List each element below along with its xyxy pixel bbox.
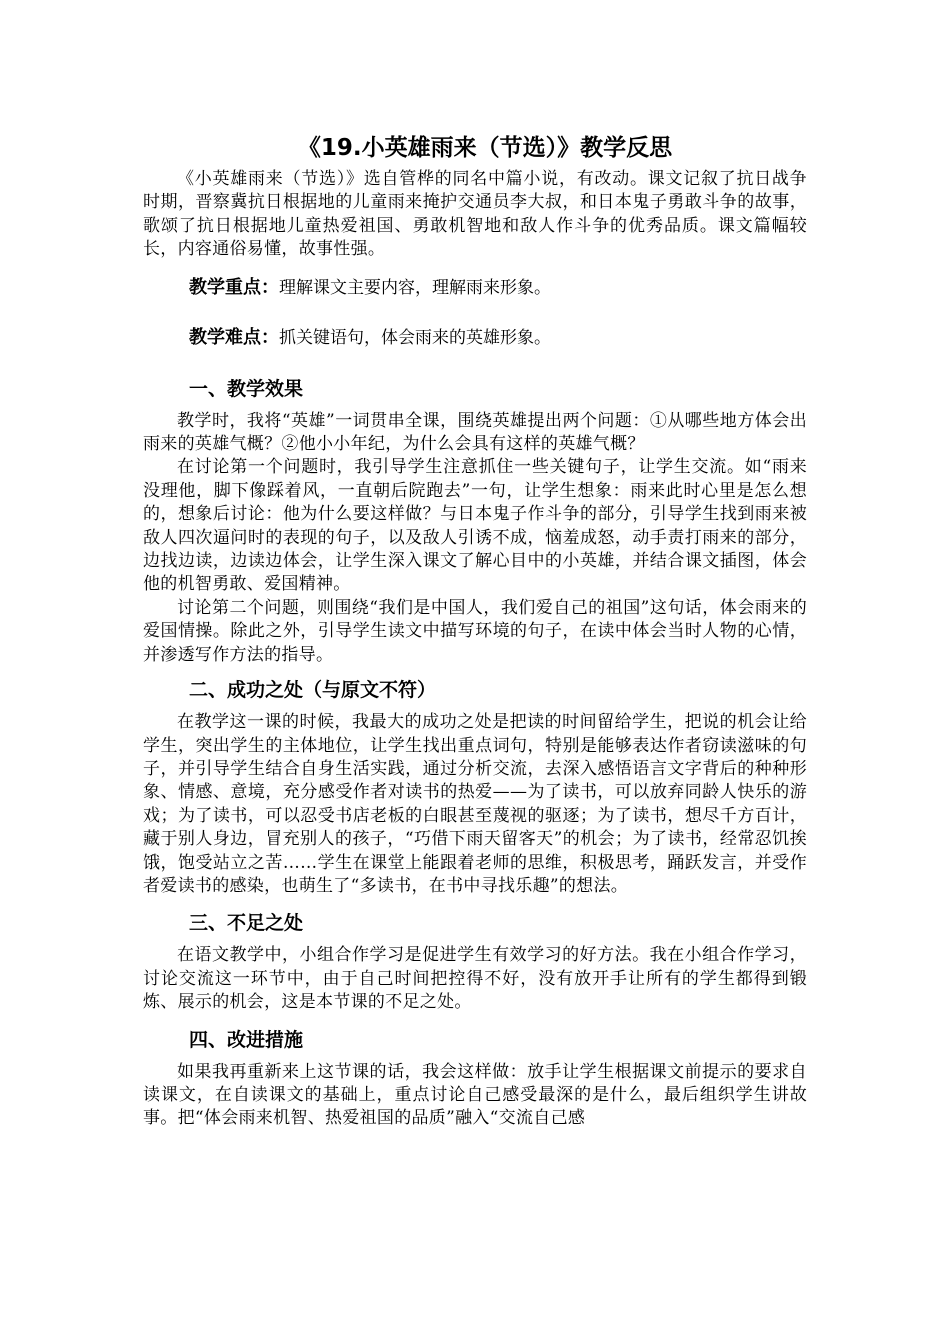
intro-paragraph: 《小英雄雨来（节选）》选自管桦的同名中篇小说，有改动。课文记叙了抗日战争时期，晋察冀抗日根据地的儿童雨来掩护交通员李大叔，和日本鬼子勇敢斗争的故事，歌颂了抗日根据地儿童热爱祖国、勇敢机智地和敌人作斗争的优秀品质。课文篇幅较长，内容通俗易懂，故事性强。	[143, 169, 807, 260]
key-point-text: 理解课文主要内容，理解雨来形象。	[279, 277, 551, 298]
section-paragraph: 教学时，我将“英雄”一词贯串全课，围绕英雄提出两个问题：①从哪些地方体会出雨来的英雄气概？②他小小年纪，为什么会具有这样的英雄气概？	[143, 410, 807, 455]
difficult-point	[143, 326, 807, 350]
section-heading-successes: 二、成功之处（与原文不符）	[189, 679, 437, 702]
difficult-point-text: 抓关键语句，体会雨来的英雄形象。	[279, 327, 551, 348]
key-point	[143, 276, 807, 300]
section-heading-shortcomings: 三、不足之处	[189, 912, 304, 935]
section-heading-teaching-effect: 一、教学效果	[189, 377, 304, 400]
difficult-point-label: 教学难点：	[189, 326, 279, 348]
document-page	[143, 132, 807, 1131]
section-paragraph: 在讨论第一个问题时，我引导学生注意抓住一些关键句子，让学生交流。如“雨来没理他，脚下像踩着风，一直朝后院跑去”一句，让学生想象：雨来此时心里是怎么想的，想象后讨论：他为什么要这样做？与日本鬼子作斗争的部分，引导学生找到雨来被敌人四次逼问时的表现的句子，以及敌人引诱不成，恼羞成怒，动手责打雨来的部分，边找边读，边读边体会，让学生深入课文了解心目中的小英雄，并结合课文插图，体会他的机智勇敢、爱国精神。	[143, 457, 807, 595]
document-title: 《19.小英雄雨来（节选）》教学反思	[297, 135, 673, 161]
section-heading-improvements: 四、改进措施	[189, 1028, 304, 1051]
section-paragraph: 讨论第二个问题，则围绕“我们是中国人，我们爱自己的祖国”这句话，体会雨来的爱国情操。除此之外，引导学生读文中描写环境的句子，在读中体会当时人物的心情，并渗透写作方法的指导。	[143, 597, 807, 665]
section-paragraph: 如果我再重新来上这节课的话，我会这样做：放手让学生根据课文前提示的要求自读课文，在自读课文的基础上，重点讨论自己感受最深的是什么，最后组织学生讲故事。把“体会雨来机智、热爱祖国的品质”融入“交流自己感	[143, 1061, 807, 1129]
section-paragraph: 在语文教学中，小组合作学习是促进学生有效学习的好方法。我在小组合作学习，讨论交流这一环节中，由于自己时间把控得不好，没有放开手让所有的学生都得到锻炼、展示的机会，这是本节课的不足之处。	[143, 945, 807, 1013]
section-paragraph: 在教学这一课的时候，我最大的成功之处是把读的时间留给学生，把说的机会让给学生，突出学生的主体地位，让学生找出重点词句，特别是能够表达作者窃读滋味的句子，并引导学生结合自身生活实践，通过分析交流，去深入感悟语言文字背后的种种形象、情感、意境，充分感受作者对读书的热爱——为了读书，可以放弃同龄人快乐的游戏；为了读书，可以忍受书店老板的白眼甚至蔑视的驱逐；为了读书，想尽千方百计，藏于别人身边，冒充别人的孩子，“巧借下雨天留客天”的机会；为了读书，经常忍饥挨饿，饱受站立之苦……学生在课堂上能跟着老师的思维，积极思考，踊跃发言，并受作者爱读书的感染，也萌生了“多读书，在书中寻找乐趣”的想法。	[143, 712, 807, 896]
key-point-label: 教学重点：	[189, 276, 279, 298]
